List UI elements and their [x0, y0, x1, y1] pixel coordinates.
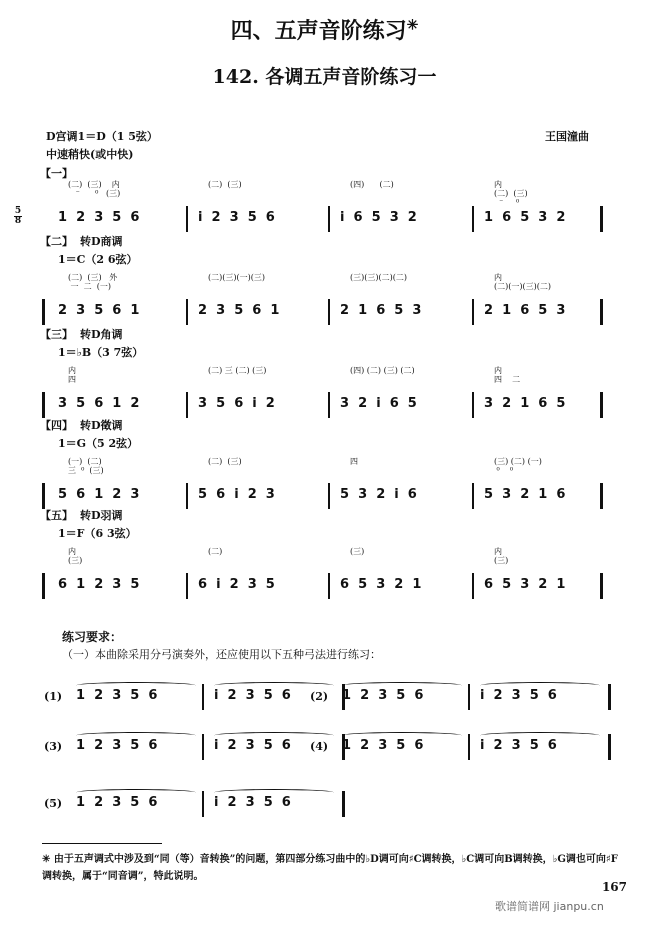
repeat-barline	[42, 483, 45, 509]
slur-mark	[342, 732, 462, 739]
slur-mark	[214, 732, 334, 739]
section-modulation: 转D徵调	[80, 419, 123, 432]
barline	[600, 206, 603, 232]
pattern-notes-b: i 2 3 5 6	[480, 688, 557, 703]
barline	[328, 573, 330, 599]
watermark: 歌谱简谱网 jianpu.cn	[495, 900, 604, 913]
pattern-notes-a: 1 2 3 5 6	[342, 688, 424, 703]
end-barline	[608, 684, 611, 710]
barline	[186, 299, 188, 325]
piece-title: 142. 各调五声音阶练习一	[212, 66, 437, 88]
pattern-notes-a: 1 2 3 5 6	[342, 738, 424, 753]
asterisk-mark: ✳	[406, 17, 419, 34]
fingering-marks: 四	[350, 457, 358, 466]
slur-mark	[342, 682, 462, 689]
measure-notes: 3 2 i 6 5	[340, 396, 417, 411]
fingering-marks: 内 四	[68, 366, 76, 384]
pattern-notes-b: i 2 3 5 6	[214, 738, 291, 753]
fingering-marks: (二) (三) 外 一 二 (一)	[68, 273, 118, 291]
fingering-marks: (一) (二) 三 ⁰ (三)	[68, 457, 104, 475]
repeat-barline	[42, 299, 45, 325]
measure-notes: 5 3 2 i 6	[340, 487, 417, 502]
composer: 王国潼曲	[545, 130, 589, 143]
fingering-marks: (四) (二) (三) (二)	[350, 366, 415, 375]
fingering-marks: 内 四 二	[494, 366, 521, 384]
section-label: 【二】	[40, 235, 73, 248]
fingering-marks: 内 (二) (三) ⁻ ⁰	[494, 180, 528, 207]
footnote-divider	[42, 843, 162, 844]
barline	[186, 392, 188, 418]
measure-notes: 6 5 3 2 1	[340, 577, 422, 592]
pattern-notes-b: i 2 3 5 6	[214, 795, 291, 810]
section-key: 1＝F（6 3弦）	[58, 527, 137, 540]
measure-notes: 3 5 6 i 2	[198, 396, 275, 411]
barline	[472, 392, 474, 418]
barline	[472, 483, 474, 509]
barline	[186, 483, 188, 509]
measure-notes: i 2 3 5 6	[198, 210, 275, 225]
fingering-marks: (三)	[350, 547, 365, 556]
measure-notes: 3 5 6 1 2	[58, 396, 140, 411]
pattern-label: (4)	[310, 740, 329, 753]
barline	[600, 299, 603, 325]
section-label: 【四】	[40, 419, 73, 432]
fingering-marks: (三)(三)(二)(二)	[350, 273, 407, 282]
section-label: 【五】	[40, 509, 73, 522]
slur-mark	[76, 682, 196, 689]
measure-notes: 5 6 i 2 3	[198, 487, 275, 502]
measure-notes: 1 2 3 5 6	[58, 210, 140, 225]
barline	[202, 684, 204, 710]
fingering-marks: 内 (二)(一)(三)(二)	[494, 273, 551, 291]
fingering-marks: (二) (三)	[208, 180, 242, 189]
practice-instruction: （一）本曲除采用分弓演奏外，还应使用以下五种弓法进行练习：	[62, 648, 381, 661]
slur-mark	[480, 732, 600, 739]
practice-title: 练习要求：	[62, 630, 123, 644]
barline	[600, 483, 603, 509]
footnote: ✳ 由于五声调式中涉及到“同（等）音转换”的问题，第四部分练习曲中的♭D调可向♯C调转换，♭C调可向B调转换，♭G调也可向♯F调转换，属于“同音调”，特此说明。	[42, 854, 618, 882]
measure-notes: 2 1 6 5 3	[340, 303, 422, 318]
fingering-marks: (二) (三)	[208, 457, 242, 466]
barline	[328, 483, 330, 509]
fingering-marks: (二)	[208, 547, 223, 556]
barline	[468, 734, 470, 760]
measure-notes: 2 3 5 6 1	[58, 303, 140, 318]
barline	[600, 573, 603, 599]
fingering-marks: (三) (二) (一) ⁰ ⁰	[494, 457, 542, 475]
slur-mark	[76, 732, 196, 739]
barline	[472, 206, 474, 232]
pattern-label: (1)	[44, 690, 63, 703]
barline	[328, 206, 330, 232]
fingering-marks: (四) (二)	[350, 180, 394, 189]
measure-notes: 2 3 5 6 1	[198, 303, 280, 318]
slur-mark	[214, 682, 334, 689]
slur-mark	[214, 789, 334, 796]
measure-notes: i 6 5 3 2	[340, 210, 417, 225]
barline	[468, 684, 470, 710]
end-barline	[342, 791, 345, 817]
fingering-marks: (二) 三 (二) (三)	[208, 366, 267, 375]
repeat-barline	[42, 573, 45, 599]
barline	[472, 573, 474, 599]
slur-mark	[76, 789, 196, 796]
section-label: 【一】	[40, 167, 73, 180]
section-modulation: 转D角调	[80, 328, 123, 341]
page-number: 167	[601, 880, 627, 894]
key-signature: D宫调1＝D（1 5弦）	[46, 130, 158, 143]
measure-notes: 5 6 1 2 3	[58, 487, 140, 502]
barline	[202, 734, 204, 760]
end-barline	[608, 734, 611, 760]
pattern-notes-b: i 2 3 5 6	[214, 688, 291, 703]
measure-notes: 2 1 6 5 3	[484, 303, 566, 318]
pattern-notes-a: 1 2 3 5 6	[76, 738, 158, 753]
pattern-notes-b: i 2 3 5 6	[480, 738, 557, 753]
barline	[202, 791, 204, 817]
barline	[600, 392, 603, 418]
barline	[186, 573, 188, 599]
pattern-notes-a: 1 2 3 5 6	[76, 688, 158, 703]
measure-notes: 3 2 1 6 5	[484, 396, 566, 411]
measure-notes: 5 3 2 1 6	[484, 487, 566, 502]
section-key: 1＝C（2 6弦）	[58, 253, 138, 266]
barline	[328, 392, 330, 418]
section-modulation: 转D羽调	[80, 509, 123, 522]
barline	[186, 206, 188, 232]
tempo-marking: 中速稍快(或中快)	[46, 148, 134, 161]
page-title: 四、五声音阶练习✳	[230, 17, 419, 44]
measure-notes: 6 5 3 2 1	[484, 577, 566, 592]
measure-notes: 1 6 5 3 2	[484, 210, 566, 225]
repeat-barline	[42, 392, 45, 418]
barline	[472, 299, 474, 325]
section-key: 1＝G（5 2弦）	[58, 437, 139, 450]
pattern-label: (2)	[310, 690, 329, 703]
slur-mark	[480, 682, 600, 689]
fingering-marks: (二) (三) 内 ⁻ ⁰ (三)	[68, 180, 121, 198]
measure-notes: 6 1 2 3 5	[58, 577, 140, 592]
pattern-label: (3)	[44, 740, 63, 753]
measure-notes: 6 i 2 3 5	[198, 577, 275, 592]
fingering-marks: 内 (三)	[68, 547, 83, 565]
pattern-notes-a: 1 2 3 5 6	[76, 795, 158, 810]
fingering-marks: (二)(三)(一)(三)	[208, 273, 265, 282]
pattern-label: (5)	[44, 797, 63, 810]
time-signature: 5 8	[14, 206, 22, 226]
section-key: 1＝♭B（3 7弦）	[58, 346, 144, 359]
section-label: 【三】	[40, 328, 73, 341]
fingering-marks: 内 (三)	[494, 547, 509, 565]
section-modulation: 转D商调	[80, 235, 123, 248]
barline	[328, 299, 330, 325]
